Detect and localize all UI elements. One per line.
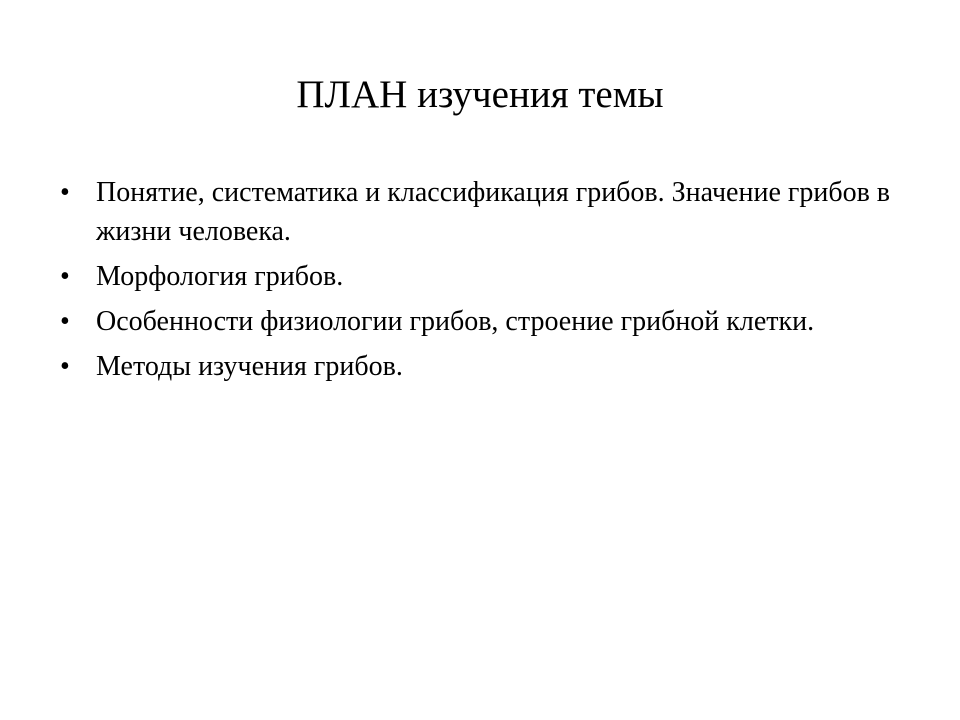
list-item (60, 257, 900, 296)
list-item-text: Методы изучения грибов. (96, 351, 403, 382)
list-item-text: Морфология грибов. (96, 261, 344, 292)
bullet-icon: • (60, 306, 70, 337)
list-item-text: Особенности физиологии грибов, строение грибной клетки. (96, 306, 815, 337)
list-item (60, 347, 900, 386)
bullet-icon: • (60, 351, 70, 382)
bullet-list (60, 173, 900, 392)
list-item (60, 302, 900, 341)
bullet-icon: • (60, 177, 70, 208)
list-item-text: Понятие, систематика и классификация грибов. Значение грибов в жизни человека. (96, 177, 891, 247)
list-item (60, 173, 900, 251)
bullet-icon: • (60, 261, 70, 292)
slide-title: ПЛАН изучения темы (296, 73, 664, 116)
